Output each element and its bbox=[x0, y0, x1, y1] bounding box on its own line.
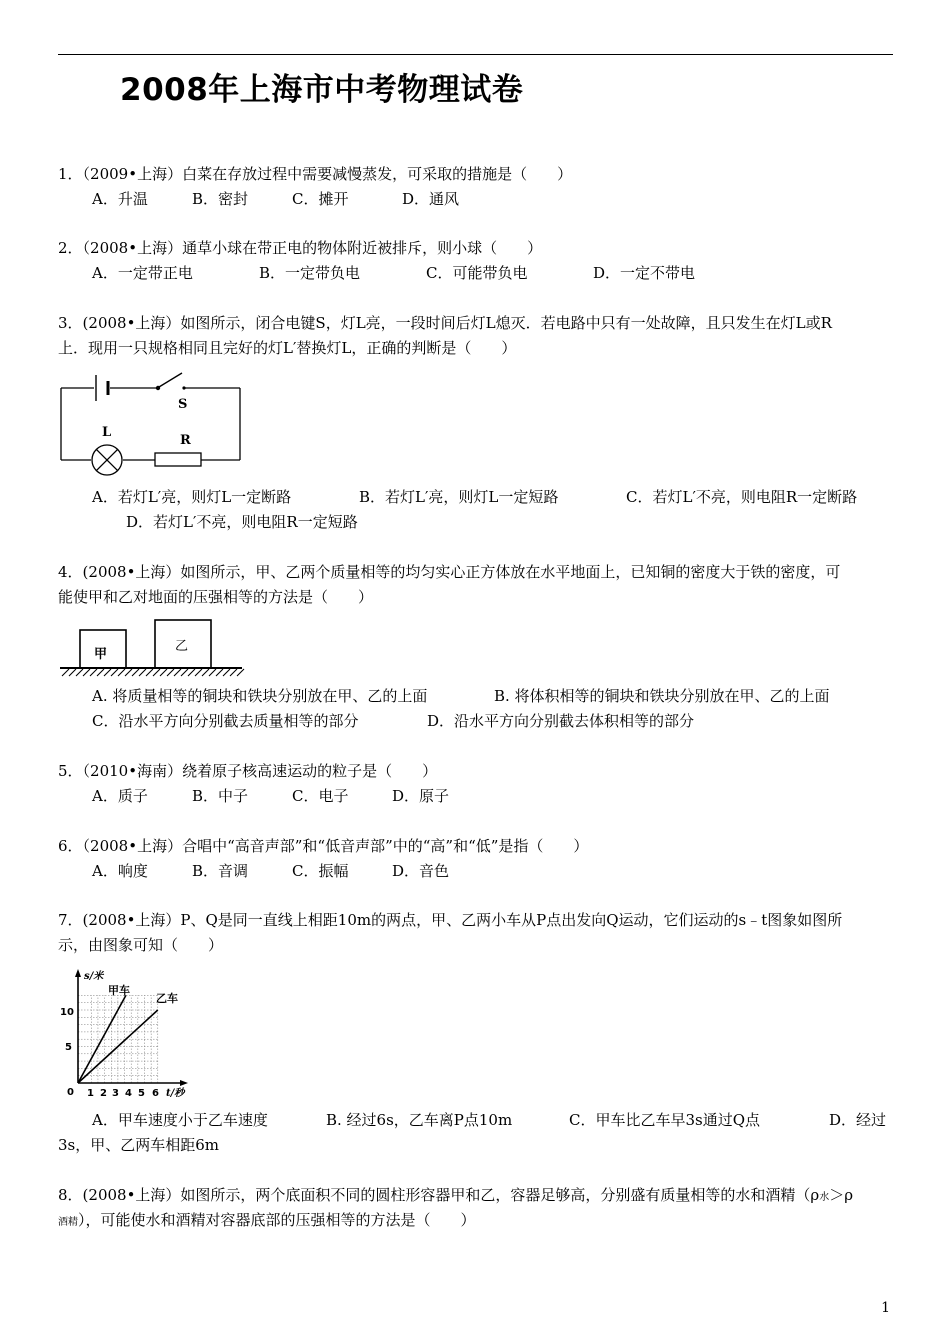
q6-option-a[interactable]: A．响度 bbox=[92, 862, 148, 880]
q2-option-d[interactable]: D．一定不带电 bbox=[593, 264, 696, 282]
q5-stem: 5．（2010•海南）绕着原子核高速运动的粒子是（ ） bbox=[58, 762, 438, 780]
hatch-mark bbox=[104, 669, 111, 676]
q4-options-line2 bbox=[92, 711, 694, 731]
hatch-mark bbox=[237, 669, 244, 676]
hatch-mark bbox=[174, 669, 181, 676]
q3-option-a[interactable]: A．若灯L′亮，则灯L一定断路 bbox=[92, 488, 292, 506]
q7-stem-line2: 示，由图象可知（ ） bbox=[58, 936, 224, 954]
q1-option-b[interactable]: B．密封 bbox=[192, 190, 249, 208]
q1-option-a[interactable]: A．升温 bbox=[92, 190, 148, 208]
q4-option-b[interactable]: B. 将体积相等的铜块和铁块分别放在甲、乙的上面 bbox=[494, 687, 830, 705]
q7-option-d[interactable]: D．经过 bbox=[829, 1111, 887, 1129]
x-tick-2: 2 bbox=[100, 1088, 107, 1099]
q5-option-b[interactable]: B．中子 bbox=[192, 787, 249, 805]
header-rule bbox=[58, 54, 893, 55]
x-tick-5: 5 bbox=[138, 1088, 145, 1099]
y-tick-5: 5 bbox=[65, 1042, 72, 1053]
q8-stem-part-c: ），可能使水和酒精对容器底部的压强相等的方法是（ ） bbox=[78, 1211, 476, 1229]
q4-option-a[interactable]: A. 将质量相等的铜块和铁块分别放在甲、乙的上面 bbox=[92, 687, 428, 705]
q7-option-a[interactable]: A．甲车速度小于乙车速度 bbox=[92, 1111, 268, 1129]
page-title: 2008年上海市中考物理试卷 bbox=[120, 72, 524, 108]
q2-stem: 2．（2008•上海）通草小球在带正电的物体附近被排斥，则小球（ ） bbox=[58, 239, 543, 257]
hatch-mark bbox=[139, 669, 146, 676]
q8-stem-part-a: 8．(2008•上海）如图所示，两个底面积不同的圆柱形容器甲和乙，容器足够高，分别盛有质量相等的水和酒精（ρ bbox=[58, 1186, 820, 1204]
q1-option-c[interactable]: C．摊开 bbox=[292, 190, 349, 208]
q3-stem-line1: 3．(2008•上海）如图所示，闭合电键S，灯L亮，一段时间后灯L熄灭．若电路中只有一处故障，且只发生在灯L或R bbox=[58, 314, 832, 332]
hatch-mark bbox=[216, 669, 223, 676]
q2-option-a[interactable]: A．一定带正电 bbox=[92, 264, 193, 282]
switch-label: S bbox=[178, 397, 188, 412]
hatch-mark bbox=[195, 669, 202, 676]
page-number: 1 bbox=[881, 1300, 890, 1316]
hatch-mark bbox=[76, 669, 83, 676]
q7-option-d-cont[interactable]: 3s，甲、乙两车相距6m bbox=[58, 1136, 220, 1154]
lamp-symbol bbox=[92, 445, 122, 475]
y-axis-label: s/米 bbox=[84, 971, 104, 982]
hatch-mark bbox=[230, 669, 237, 676]
q8-stem-line2 bbox=[58, 1210, 476, 1233]
q5-options bbox=[92, 786, 449, 806]
x-tick-1: 1 bbox=[87, 1088, 94, 1099]
q3-circuit-figure bbox=[58, 368, 248, 480]
q4-stem-line2: 能使甲和乙对地面的压强相等的方法是（ ） bbox=[58, 588, 374, 606]
hatch-mark bbox=[125, 669, 132, 676]
x-axis-arrow bbox=[180, 1080, 188, 1086]
q1-options bbox=[92, 189, 459, 209]
hatch-mark bbox=[90, 669, 97, 676]
q3-option-d[interactable]: D．若灯L′不亮，则电阻R一定短路 bbox=[126, 513, 358, 531]
hatch-mark bbox=[181, 669, 188, 676]
q4-cubes-figure bbox=[58, 616, 248, 678]
q6-option-b[interactable]: B．音调 bbox=[192, 862, 249, 880]
hatch-mark bbox=[69, 669, 76, 676]
hatch-mark bbox=[153, 669, 160, 676]
q1-stem: 1．（2009•上海）白菜在存放过程中需要减慢蒸发，可采取的措施是（ ） bbox=[58, 165, 573, 183]
q4-option-c[interactable]: C．沿水平方向分别截去质量相等的部分 bbox=[92, 712, 359, 730]
hatch-mark bbox=[132, 669, 139, 676]
hatch-mark bbox=[97, 669, 104, 676]
origin-label: 0 bbox=[67, 1087, 74, 1098]
hatch-mark bbox=[188, 669, 195, 676]
resistor-label: R bbox=[180, 433, 191, 448]
q3-option-c[interactable]: C．若灯L′不亮，则电阻R一定断路 bbox=[626, 488, 858, 506]
lamp-label: L bbox=[102, 425, 112, 440]
hatch-mark bbox=[223, 669, 230, 676]
q8-sub-alcohol: 酒精 bbox=[58, 1217, 78, 1228]
series-line-yi bbox=[78, 1010, 158, 1083]
q7-option-c[interactable]: C．甲车比乙车早3s通过Q点 bbox=[569, 1111, 761, 1129]
q5-option-c[interactable]: C．电子 bbox=[292, 787, 349, 805]
x-tick-6: 6 bbox=[152, 1088, 159, 1099]
q8-stem-line1 bbox=[58, 1185, 853, 1208]
series-label-yi: 乙车 bbox=[156, 992, 178, 1005]
q8-sub-water: 水 bbox=[819, 1192, 830, 1203]
q7-st-graph bbox=[58, 965, 208, 1101]
cube-left-label: 甲 bbox=[94, 647, 108, 662]
q6-options bbox=[92, 861, 449, 881]
q8-stem-part-b: ＞ρ bbox=[829, 1186, 854, 1204]
q3-options-line1 bbox=[92, 487, 857, 507]
q7-options-line1 bbox=[92, 1110, 886, 1130]
q7-option-b[interactable]: B. 经过6s，乙车离P点10m bbox=[326, 1111, 513, 1129]
q5-option-a[interactable]: A．质子 bbox=[92, 787, 148, 805]
series-label-jia: 甲车 bbox=[108, 984, 130, 997]
resistor-symbol bbox=[155, 453, 201, 466]
y-axis-arrow bbox=[75, 969, 81, 977]
q2-option-c[interactable]: C．可能带负电 bbox=[426, 264, 528, 282]
battery-symbol bbox=[96, 375, 108, 401]
q4-stem-line1: 4．(2008•上海）如图所示，甲、乙两个质量相等的均匀实心正方体放在水平地面上，已知铜的密度大于铁的密度，可 bbox=[58, 563, 841, 581]
hatch-mark bbox=[111, 669, 118, 676]
q2-options bbox=[92, 263, 695, 283]
x-tick-4: 4 bbox=[125, 1088, 132, 1099]
hatch-mark bbox=[209, 669, 216, 676]
hatch-mark bbox=[83, 669, 90, 676]
hatch-mark bbox=[160, 669, 167, 676]
q7-stem-line1: 7．(2008•上海）P、Q是同一直线上相距10m的两点，甲、乙两小车从P点出发向Q运动，它们运动的s﹣t图象如图所 bbox=[58, 911, 843, 929]
hatch-mark bbox=[62, 669, 69, 676]
hatch-mark bbox=[167, 669, 174, 676]
q6-option-c[interactable]: C．振幅 bbox=[292, 862, 349, 880]
hatch-mark bbox=[118, 669, 125, 676]
q4-option-d[interactable]: D．沿水平方向分别截去体积相等的部分 bbox=[427, 712, 695, 730]
q3-option-b[interactable]: B．若灯L′亮，则灯L一定短路 bbox=[359, 488, 559, 506]
ground-hatching bbox=[62, 669, 244, 676]
q2-option-b[interactable]: B．一定带负电 bbox=[259, 264, 361, 282]
cube-right-label: 乙 bbox=[175, 639, 189, 654]
hatch-mark bbox=[202, 669, 209, 676]
switch-symbol bbox=[156, 373, 186, 390]
q3-stem-line2: 上．现用一只规格相同且完好的灯L′替换灯L，正确的判断是（ ） bbox=[58, 339, 517, 357]
q1-option-d[interactable]: D．通风 bbox=[402, 190, 460, 208]
q6-stem: 6．（2008•上海）合唱中“高音声部”和“低音声部”中的“高”和“低”是指（ ） bbox=[58, 837, 589, 855]
y-tick-10: 10 bbox=[60, 1007, 74, 1018]
x-tick-3: 3 bbox=[112, 1088, 119, 1099]
hatch-mark bbox=[146, 669, 153, 676]
q6-option-d[interactable]: D．音色 bbox=[392, 862, 450, 880]
x-axis-label: t/秒 bbox=[166, 1088, 185, 1099]
q4-options-line1 bbox=[92, 686, 830, 706]
q5-option-d[interactable]: D．原子 bbox=[392, 787, 450, 805]
